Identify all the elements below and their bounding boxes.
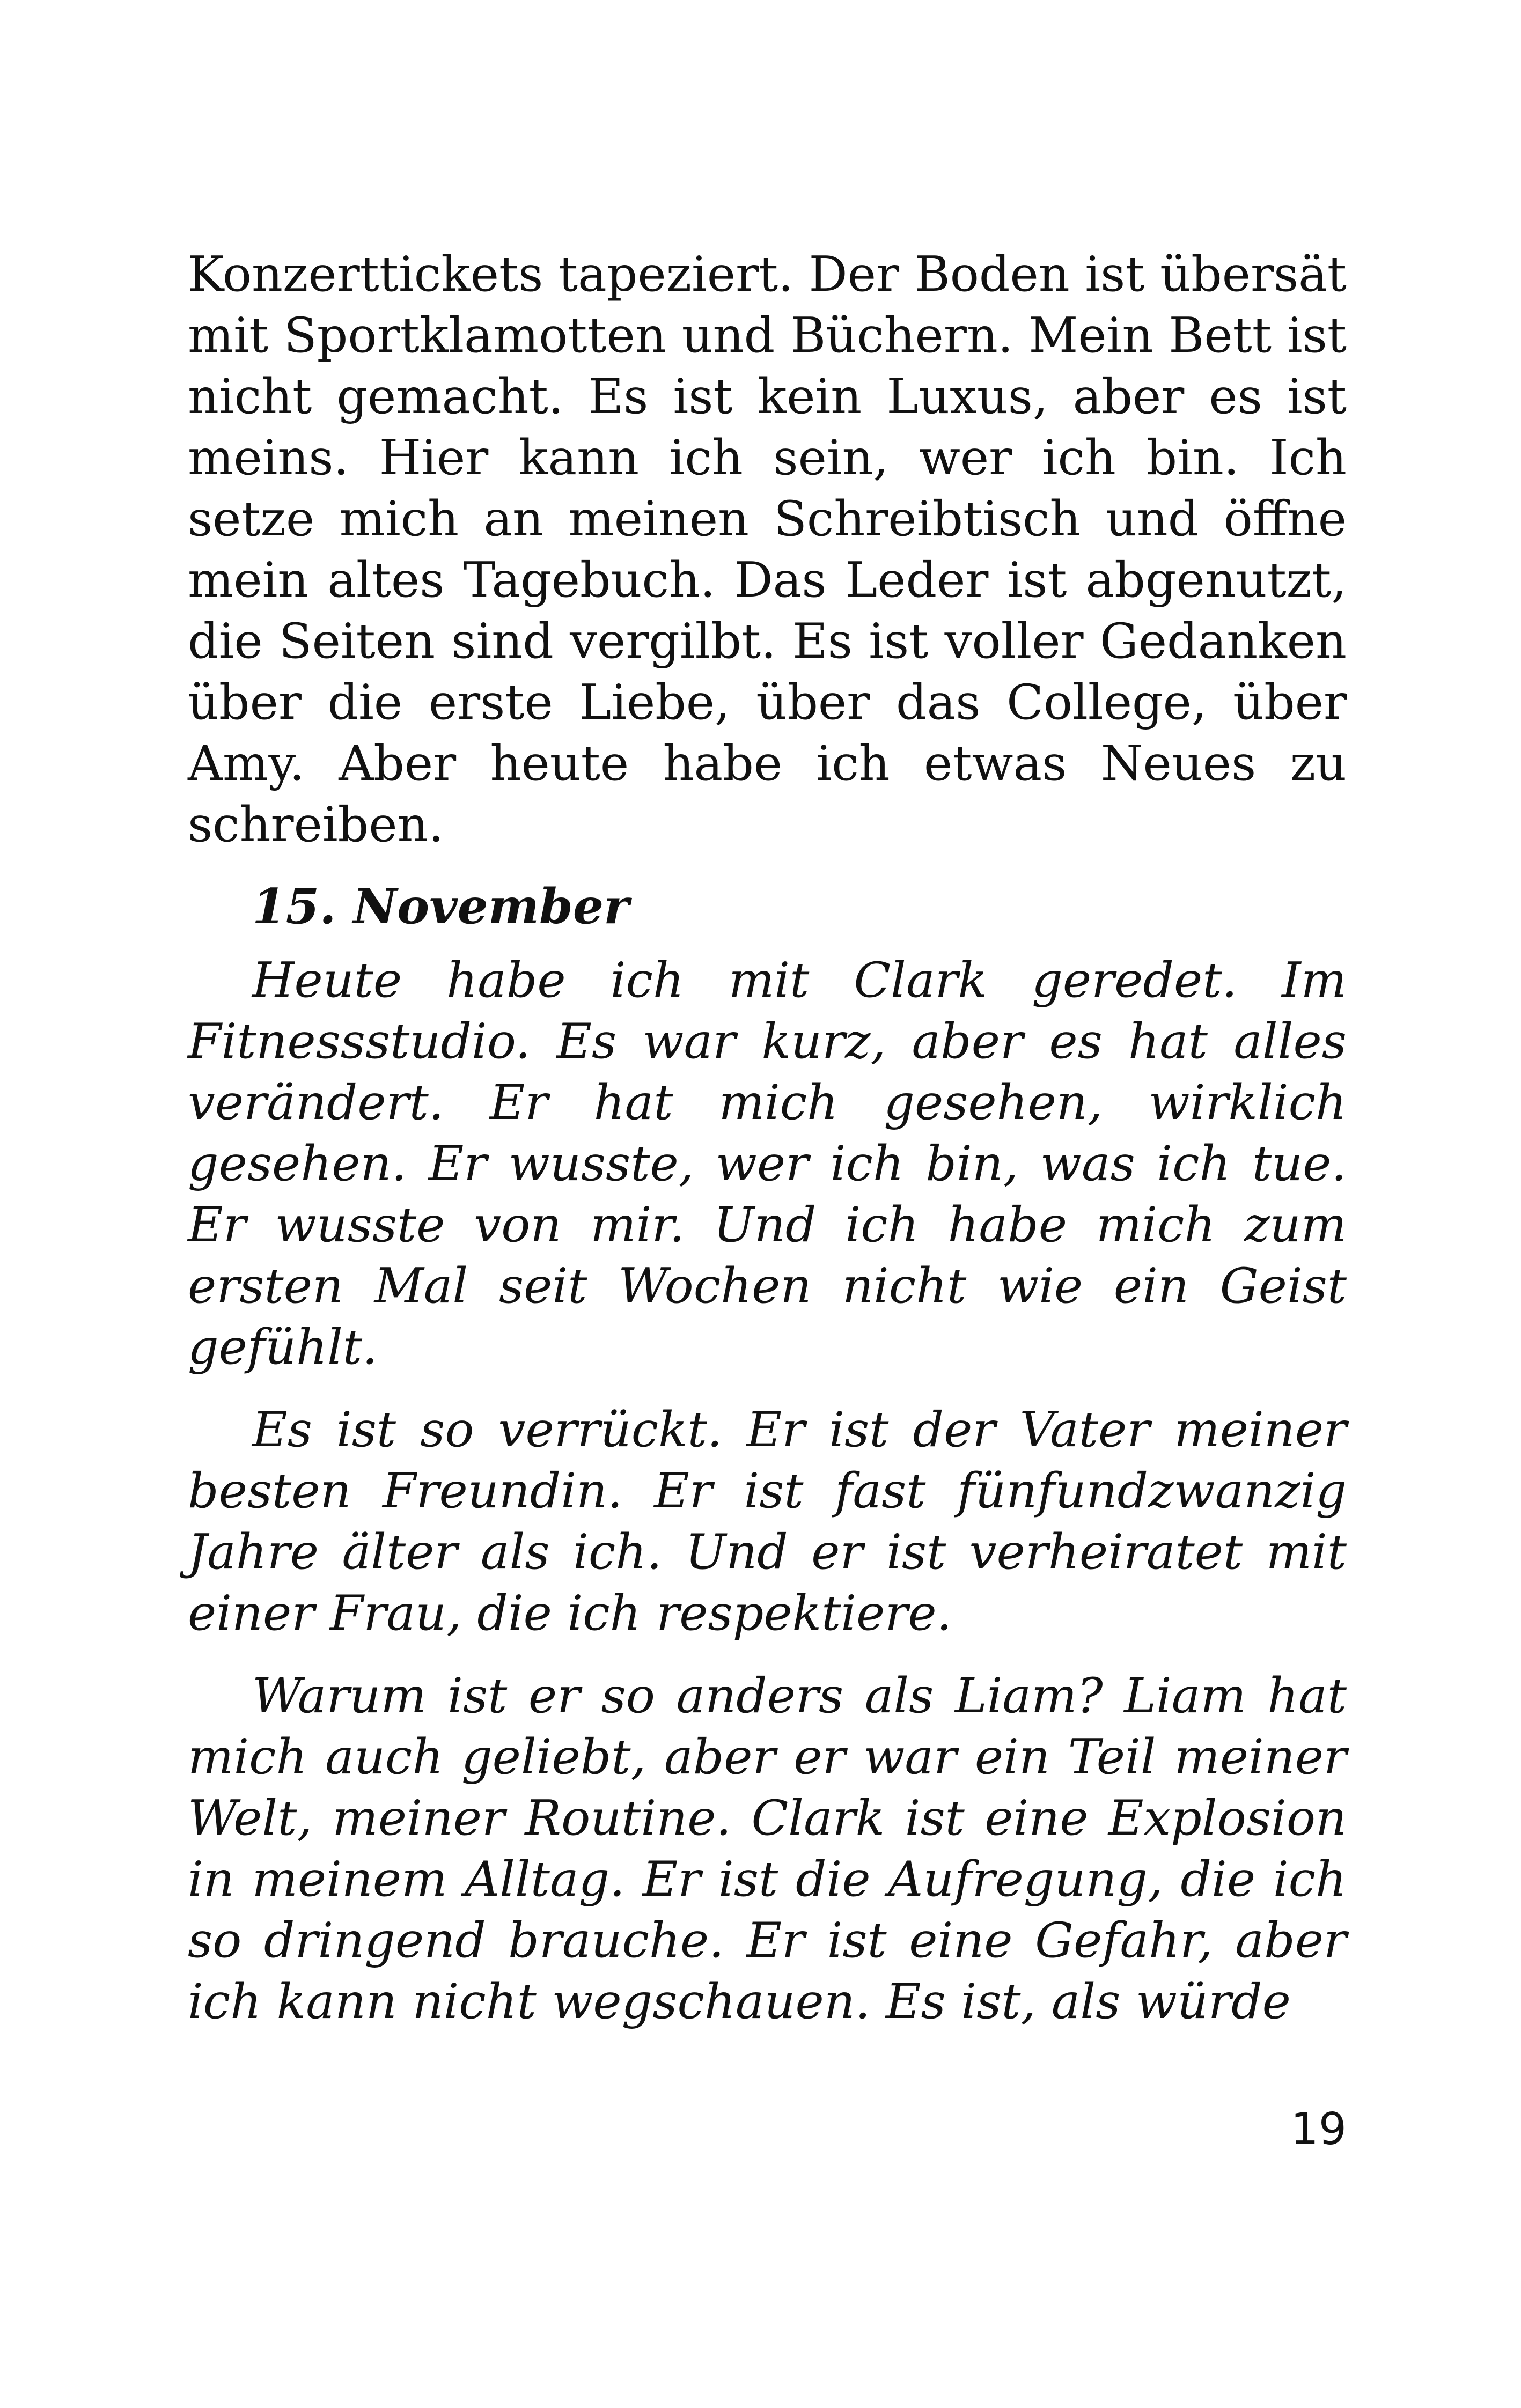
diary-paragraph-3: Warum ist er so anders als Liam? Liam hat mich auch geliebt, aber er war ein Teil meiner Welt, meiner Routine. Clark ist eine Explosion in meinem Alltag. Er ist die Aufregung, die ich so dringend brauche. Er ist eine Gefahr, aber ich kann nicht wegschauen. Es ist, als würde [188,1668,1347,2030]
diary-entry-date: 15. November [252,878,629,935]
page-number: 19 [1290,2104,1347,2155]
diary-paragraph-2: Es ist so verrückt. Er ist der Vater meiner besten Freundin. Er ist fast fünfundzwanzig Jahre älter als ich. Und er ist verheiratet mit einer Frau, die ich respektiere. [188,1402,1347,1641]
paragraph-intro: Konzerttickets tapeziert. Der Boden ist übersät mit Sportklamotten und Büchern. Mein Bett ist nicht gemacht. Es ist kein Luxus, aber es ist meins. Hier kann ich sein, wer ich bin. Ich setze mich an meinen Schreibtisch und öffne mein altes Tagebuch. Das Leder ist abgenutzt, die Seiten sind vergilbt. Es ist voller Gedanken über die erste Liebe, über das College, über Amy. Aber heute habe ich etwas Neues zu schreiben. [188,246,1347,853]
body-text [188,244,1347,2033]
diary-paragraph-1: Heute habe ich mit Clark geredet. Im Fitnessstudio. Es war kurz, aber es hat alles verändert. Er hat mich gesehen, wirklich gesehen. Er wusste, wer ich bin, was ich tue. Er wusste von mir. Und ich habe mich zum ersten Mal seit Wochen nicht wie ein Geist gefühlt. [188,952,1347,1375]
